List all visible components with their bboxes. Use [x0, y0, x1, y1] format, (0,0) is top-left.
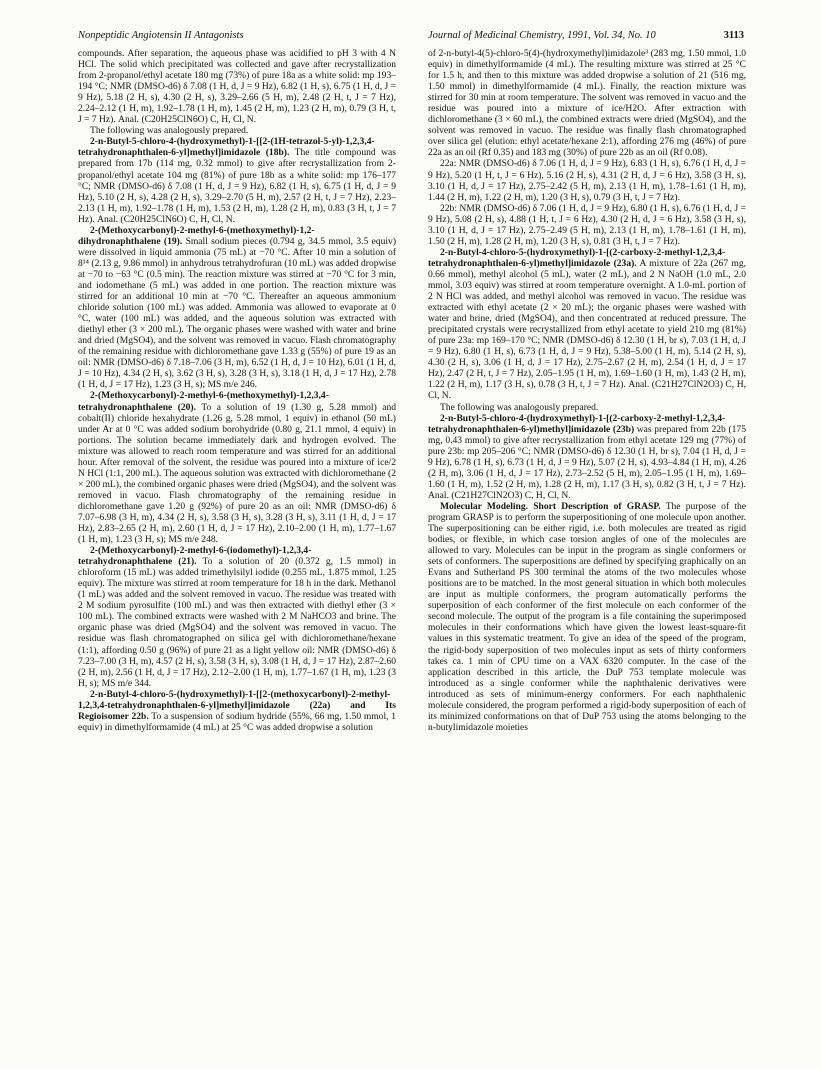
paragraph-text: To a solution of 19 (1.30 g, 5.28 mmol) and cobalt(II) chloride hexahydrate (1.26 g, 5.28 mmol, 1 equiv) in ethanol (50 mL) under Ar at 0 °C was added sodium borohydride (0.80 g, 21.1 mmol, 4 equiv) in portions. The solution became immediately dark and hydrogen evolved. The mixture was allowed to reach room temperature and was stirred for an additional hour. After removal of the solvent, the residue was poured into a mixture of ice/2 N HCl (1:1, 200 mL). The aqueous solution was extracted with dichloromethane (2 × 200 mL), the combined organic phases were dried (MgSO4), and the solvent was removed in vacuo. Flash chromatography of the remaining residue in dichloromethane gave 1.20 g (92%) of pure 20 as an oil: NMR (DMSO-d6) δ 7.07–6.98 (3 H, m), 4.34 (2 H, s), 3.58 (3 H, s), 3.28 (3 H, s), 3.11 (1 H, d, J = 17 Hz), 2.83–2.65 (2 H, m), 2.60 (1 H, d, J = 17 Hz), 2.10–2.00 (1 H, m), 1.77–1.67 (1 H, m), 1.23 (3 H, s); MS m/e 248.	[78, 401, 396, 546]
paragraph	[428, 247, 746, 402]
paragraph-text: The title compound was prepared from 17b (114 mg, 0.32 mmol) to give after recrystallization from 2-propanol/ethyl acetate 104 mg (81%) of pure 18b as a white solid: mp 176–177 °C; NMR (DMSO-d6) δ 7.08 (1 H, d, J = 9 Hz), 6.82 (1 H, s), 6.75 (1 H, d, J = 9 Hz), 5.10 (2 H, s), 4.28 (2 H, s), 3.29–2.70 (5 H, m), 2.57 (2 H, t, J = 7 Hz), 2.23–2.13 (1 H, m), 1.92–1.78 (1 H, m), 1.53 (2 H, m), 1.28 (2 H, m), 0.83 (3 H, t, J = 7 Hz). Anal. (C20H25ClN6O) C, H, Cl, N.	[78, 147, 396, 225]
paragraph	[428, 402, 746, 413]
journal-citation: Journal of Medicinal Chemistry, 1991, Vol. 34, No. 10	[428, 30, 656, 41]
compound-heading: 2-(Methoxycarbonyl)-2-methyl-6-(methoxymethyl)-1,2,3,4-tetrahydronaphthalene (20).	[78, 390, 329, 413]
paragraph-text: The following was analogously prepared.	[90, 125, 249, 137]
compound-heading: 2-n-Butyl-5-chloro-4-(hydroxymethyl)-1-[(2-carboxy-2-methyl-1,2,3,4-tetrahydronaphthalen-6-yl)methyl]imidazole (23b)	[428, 412, 726, 435]
paragraph	[78, 125, 396, 136]
compound-heading: Molecular Modeling. Short Description of GRASP.	[440, 500, 661, 512]
paragraph-text: Small sodium pieces (0.794 g, 34.5 mmol, 3.5 equiv) were dissolved in liquid ammonia (75 mL) at −70 °C. After 10 min a solution of 8¹⁴ (2.13 g, 9.86 mmol) in anhydrous tetrahydrofuran (10 mL) was added dropwise at −70 to −63 °C (0.5 min). The reaction mixture was stirred at −70 °C for 3 min, and iodomethane (5 mL) was added in one portion. The reaction mixture was stirred for an additional 10 min at −70 °C. Thereafter an aqueous ammonium chloride solution (100 mL) was added. Ammonia was allowed to evaporate at 0 °C, water (100 mL) was added, and the aqueous solution was extracted with diethyl ether (3 × 200 mL). The organic phases were washed with water and brine and dried (MgSO4), and the solvent was removed in vacuo. Flash chromatography of the remaining residue with dichloromethane gave 1.33 g (55%) of pure 19 as an oil: NMR (DMSO-d6) δ 7.18–7.06 (3 H, m), 6.52 (1 H, d, J = 10 Hz), 6.01 (1 H, d, J = 10 Hz), 4.34 (2 H, s), 3.62 (3 H, s), 3.28 (3 H, s), 3.18 (1 H, d, J = 17 Hz), 2.78 (1 H, d, J = 17 Hz), 1.23 (3 H, s); MS m/e 246.	[78, 235, 396, 391]
paragraph-text: of 2-n-butyl-4(5)-chloro-5(4)-(hydroxymethyl)imidazole³ (283 mg, 1.50 mmol, 1.0 equiv) in dimethylformamide (4 mL). The resulting mixture was stirred at 25 °C for 1.5 h, and then to this mixture was added dropwise a solution of 21 (516 mg, 1.50 mmol) in dimethylformamide (4 mL). Finally, the reaction mixture was stirred for 30 min at room temperature. The solvent was removed in vacuo and the residue was poured into a mixture of ice/H2O. After extraction with dichloromethane (3 × 60 mL), the combined extracts were dried (MgSO4), and the solvent was removed in vacuo. The residue was finally flash chromatographed over silica gel (elution: ethyl acetate/hexane 2:1), affording 276 mg (46%) of pure 22a as an oil (Rf 0.35) and 183 mg (30%) of pure 22b as an oil (Rf 0.08).	[428, 48, 746, 159]
paragraph	[428, 501, 746, 733]
compound-heading: 2-n-Butyl-4-chloro-5-(hydroxymethyl)-1-[[2-(methoxycarbonyl)-2-methyl-1,2,3,4-tetrahydronaphthalen-6-yl]methyl]imidazole (22a) and Its Regioisomer 22b.	[78, 688, 396, 722]
paragraph	[78, 48, 396, 125]
paragraph-text: To a suspension of sodium hydride (55%, 66 mg, 1.50 mmol, 1 equiv) in dimethylformamide (4 mL) at 25 °C was added dropwise a solution	[78, 710, 397, 733]
paragraph-text: To a solution of 20 (0.372 g, 1.5 mmol) in chloroform (15 mL) was added trimethylsilyl iodide (0.255 mL, 1.875 mmol, 1.25 equiv). The mixture was stirred at room temperature for 18 h in the dark. Methanol (1 mL) was added and the solvent removed in vacuo. The residue was treated with 2 M sodium pyrosulfite (100 mL) and was then extracted with diethyl ether (3 × 100 mL). The combined extracts were washed with 2 M NaHCO3 and brine. The organic phase was dried (MgSO4) and the solvent was removed in vacuo. The residue was flash chromatographed on silica gel with dichloromethane/hexane (1:1), affording 0.50 g (96%) of pure 21 as a light yellow oil: NMR (DMSO-d6) δ 7.23–7.00 (3 H, m), 4.57 (2 H, s), 3.58 (3 H, s), 3.08 (1 H, d, J = 17 Hz), 2.87–2.60 (2 H, m), 2.56 (1 H, d, J = 17 Hz), 2.12–2.00 (1 H, m), 1.77–1.67 (1 H, m), 1.23 (3 H, s); MS m/e 344.	[78, 556, 396, 689]
paragraph-text: 22b: NMR (DMSO-d6) δ 7.06 (1 H, d, J = 9 Hz), 6.80 (1 H, s), 6.76 (1 H, d, J = 9 Hz), 5.08 (2 H, s), 4.88 (1 H, t, J = 6 Hz), 4.30 (2 H, d, J = 6 Hz), 3.58 (3 H, s), 3.10 (1 H, d, J = 17 Hz), 2.75–2.49 (5 H, m), 2.13 (1 H, m), 1.78–1.61 (1 H, m), 1.50 (2 H, m), 1.28 (2 H, m), 1.20 (3 H, s), 0.81 (3 H, t, J = 7 Hz).	[428, 202, 746, 247]
compound-heading: 2-n-Butyl-4-chloro-5-(hydroxymethyl)-1-[(2-carboxy-2-methyl-1,2,3,4-tetrahydronaphthalen-6-yl)methyl]imidazole (23a).	[428, 246, 726, 269]
paragraph	[78, 689, 396, 733]
paragraph	[78, 390, 396, 545]
paragraph-text: compounds. After separation, the aqueous phase was acidified to pH 3 with 4 N HCl. The solid which precipitated was collected and gave after recrystallization from 2-propanol/ethyl acetate 180 mg (73%) of pure 18a as a white solid: mp 193–194 °C; NMR (DMSO-d6) δ 7.08 (1 H, d, J = 9 Hz), 6.82 (1 H, s), 6.75 (1 H, d, J = 9 Hz), 5.18 (2 H, s), 4.30 (2 H, s), 3.29–2.66 (5 H, m), 2.48 (2 H, t, J = 7 Hz), 2.24–2.12 (1 H, m), 1.92–1.78 (1 H, m), 1.45 (2 H, m), 1.23 (2 H, m), 0.79 (3 H, t, J = 7 Hz). Anal. (C20H25ClN6O) C, H, Cl, N.	[78, 48, 396, 126]
paragraph	[428, 48, 746, 158]
paragraph	[78, 136, 396, 224]
compound-heading: 2-n-Butyl-5-chloro-4-(hydroxymethyl)-1-[[2-(1H-tetrazol-5-yl)-1,2,3,4-tetrahydronaphthalen-6-yl]methyl]imidazole (18b).	[78, 136, 375, 159]
paragraph	[78, 225, 396, 391]
paragraph	[428, 203, 746, 247]
paragraph-text: The following was analogously prepared.	[440, 401, 599, 413]
compound-heading: 2-(Methoxycarbonyl)-2-methyl-6-(methoxymethyl)-1,2-dihydronaphthalene (19).	[78, 224, 315, 247]
right-column	[428, 48, 746, 733]
paragraph-text: 22a: NMR (DMSO-d6) δ 7.06 (1 H, d, J = 9 Hz), 6.83 (1 H, s), 6.76 (1 H, d, J = 9 Hz), 5.20 (1 H, t, J = 6 Hz), 5.16 (2 H, s), 4.31 (2 H, d, J = 6 Hz), 3.58 (3 H, s), 3.10 (1 H, d, J = 17 Hz), 2.75–2.42 (5 H, m), 2.13 (1 H, m), 1.78–1.61 (1 H, m), 1.44 (2 H, m), 1.22 (2 H, m), 1.20 (3 H, s), 0.79 (3 H, t, J = 7 Hz).	[428, 158, 746, 203]
left-column	[78, 48, 396, 733]
paragraph-text: The purpose of the program GRASP is to perform the superpositioning of one molecule upon another. The superpositioning can be either rigid, i.e. both molecules are treated as rigid bodies, or flexible, in which case torsion angles of one of the molecules are allowed to vary. Molecules can be input in the program as single conformers or sets of conformers. The superpositions are defined by specifying graphically on an Evans and Sutherland PS 300 terminal the atoms of the two molecules whose positions are to be matched. In the most general situation in which both molecules are input as multiple conformers, the program automatically performs the superposition of each conformer of the first molecule on each conformer of the second molecule. The output of the program is a file containing the superimposed molecules in their conformations which have given the lowest least-square-fit values in this systematic treatment. To give an idea of the speed of the program, the rigid-body superposition of two molecules input as sets of thirty conformers takes ca. 1 min of CPU time on a VAX 6320 computer. In the case of the application described in this article, the DuP 753 template molecule was introduced as a single conformer while the naphthalenic derivatives were introduced as sets of minimum-energy conformers. For each naphthalenic molecule considered, the program performed a rigid-body superposition of each of its minimized conformations on that of DuP 753 using the atoms belonging to the n-butylimidazole moieties	[428, 500, 747, 733]
paragraph	[428, 413, 746, 501]
running-header-title: Nonpeptidic Angiotensin II Antagonists	[78, 30, 244, 41]
compound-heading: 2-(Methoxycarbonyl)-2-methyl-6-(iodomethyl)-1,2,3,4-tetrahydronaphthalene (21).	[78, 545, 312, 568]
page-number: 3113	[723, 30, 744, 41]
paragraph-text: A mixture of 22a (267 mg, 0.66 mmol), methyl alcohol (5 mL), water (2 mL), and 2 N NaOH (1.0 mL, 2.0 mmol, 3.03 equiv) was stirred at room temperature overnight. A 1.0-mL portion of 2 N HCl was added, and methyl alcohol was removed in vacuo. The residue was extracted with ethyl acetate (2 × 20 mL); the organic phases were washed with water and brine, dried (MgSO4), and then concentrated at reduced pressure. The precipitated crystals were recrystallized from ethyl acetate to yield 210 mg (81%) of pure 23a: mp 169–170 °C; NMR (DMSO-d6) δ 12.30 (1 H, br s), 7.03 (1 H, d, J = 9 Hz), 6.80 (1 H, s), 6.73 (1 H, d, J = 9 Hz), 5.38–5.00 (1 H, m), 5.14 (2 H, s), 4.30 (2 H, s), 3.06 (1 H, d, J = 17 Hz), 2.75–2.67 (2 H, m), 2.54 (1 H, d, J = 17 Hz), 2.47 (2 H, t, J = 7 Hz), 2.05–1.95 (1 H, m), 1.69–1.60 (1 H, m), 1.43 (2 H, m), 1.22 (2 H, m), 1.17 (3 H, s), 0.78 (3 H, t, J = 7 Hz). Anal. (C21H27ClN2O3) C, H, Cl, N.	[428, 257, 747, 402]
paragraph	[78, 545, 396, 689]
paragraph	[428, 158, 746, 202]
paragraph-text: was prepared from 22b (175 mg, 0.43 mmol) to give after recrystallization from ethyl acetate 129 mg (77%) of pure 23b: mp 205–206 °C; NMR (DMSO-d6) δ 12.30 (1 H, br s), 7.04 (1 H, d, J = 9 Hz), 6.78 (1 H, s), 6.73 (1 H, d, J = 9 Hz), 5.07 (2 H, s), 4.93–4.84 (1 H, m), 4.26 (2 H, m), 3.06 (1 H, d, J = 17 Hz), 2.73–2.52 (5 H, m), 2.05–1.95 (1 H, m), 1.69–1.60 (1 H, m), 1.52 (2 H, m), 1.28 (2 H, m), 1.17 (3 H, s), 0.82 (3 H, t, J = 7 Hz). Anal. (C21H27ClN2O3) C, H, Cl, N.	[428, 423, 746, 501]
running-header-journal	[428, 30, 744, 41]
